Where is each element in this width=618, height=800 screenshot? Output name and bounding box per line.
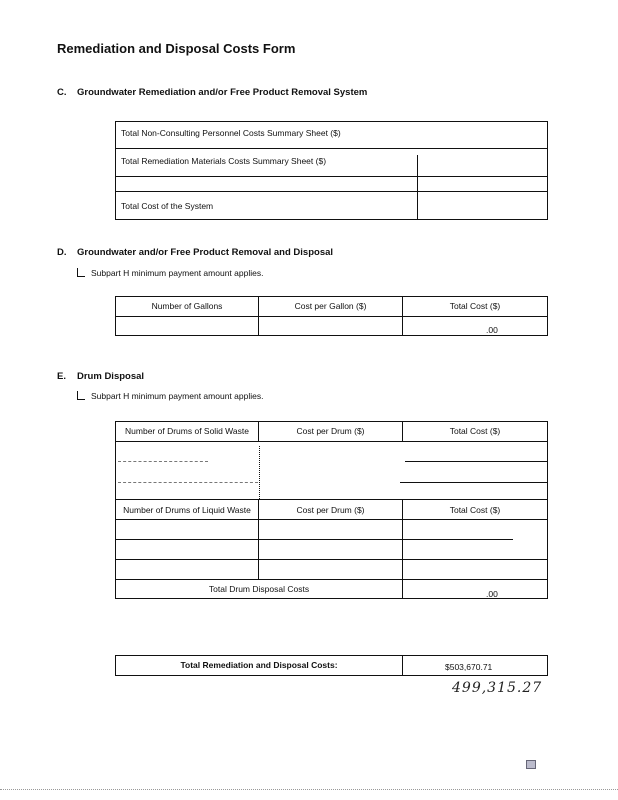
section-d-title: Groundwater and/or Free Product Removal and Disposal (77, 247, 334, 258)
handwritten-amount: 499,315.27 (452, 680, 543, 696)
liquid-total-cost-header: Total Cost ($) (449, 505, 501, 515)
personnel-costs-label: Total Non-Consulting Personnel Costs Summary Sheet ($) (121, 128, 341, 138)
table-rule (115, 519, 548, 520)
subpart-h-checkbox[interactable] (77, 268, 85, 277)
table-rule (115, 148, 548, 149)
grand-total-label: Total Remediation and Disposal Costs: (180, 660, 338, 670)
table-rule (115, 441, 548, 442)
section-c-letter: C. (57, 87, 67, 98)
table-rule (115, 559, 548, 560)
scan-mark-icon (526, 760, 536, 769)
section-e-title: Drum Disposal (77, 371, 145, 382)
subpart-h-checkbox[interactable] (77, 391, 85, 400)
table-rule (115, 579, 548, 580)
section-e-note-text: Subpart H minimum payment amount applies. (91, 391, 264, 401)
table-rule (115, 499, 548, 500)
section-d-note-text: Subpart H minimum payment amount applies. (91, 268, 264, 278)
solid-drums-header: Number of Drums of Solid Waste (125, 426, 249, 436)
section-c-heading (57, 87, 367, 98)
section-d-total-value: .00 (486, 325, 498, 335)
total-cost-header: Total Cost ($) (449, 301, 501, 311)
drum-disposal-total-label: Total Drum Disposal Costs (208, 584, 310, 594)
table-rule (115, 316, 548, 317)
system-total-label: Total Cost of the System (121, 201, 214, 211)
table-divider (259, 446, 260, 499)
section-e-heading (57, 371, 144, 382)
table-divider (417, 155, 418, 220)
scan-noise-line (0, 789, 618, 790)
table-rule (115, 539, 513, 540)
table-divider (402, 655, 403, 676)
table-rule (115, 191, 548, 192)
cost-per-gallon-header: Cost per Gallon ($) (294, 301, 367, 311)
section-e-letter: E. (57, 371, 66, 382)
liquid-cost-per-drum-header: Cost per Drum ($) (296, 505, 365, 515)
grand-total-value: $503,670.71 (445, 662, 493, 672)
drum-disposal-total-value: .00 (486, 589, 498, 599)
table-rule (118, 461, 208, 462)
section-d-note (77, 268, 263, 278)
table-rule (115, 176, 548, 177)
solid-total-cost-header: Total Cost ($) (449, 426, 501, 436)
liquid-drums-header: Number of Drums of Liquid Waste (123, 505, 251, 515)
page-title: Remediation and Disposal Costs Form (57, 41, 296, 56)
section-d-heading (57, 247, 333, 258)
table-rule (118, 482, 258, 483)
section-d-letter: D. (57, 247, 67, 258)
section-c-title: Groundwater Remediation and/or Free Product Removal System (77, 87, 368, 98)
table-rule (405, 461, 548, 462)
solid-cost-per-drum-header: Cost per Drum ($) (296, 426, 365, 436)
table-rule (400, 482, 548, 483)
section-e-note (77, 391, 263, 401)
materials-costs-label: Total Remediation Materials Costs Summary Sheet ($) (121, 156, 327, 166)
gallons-header: Number of Gallons (151, 301, 223, 311)
